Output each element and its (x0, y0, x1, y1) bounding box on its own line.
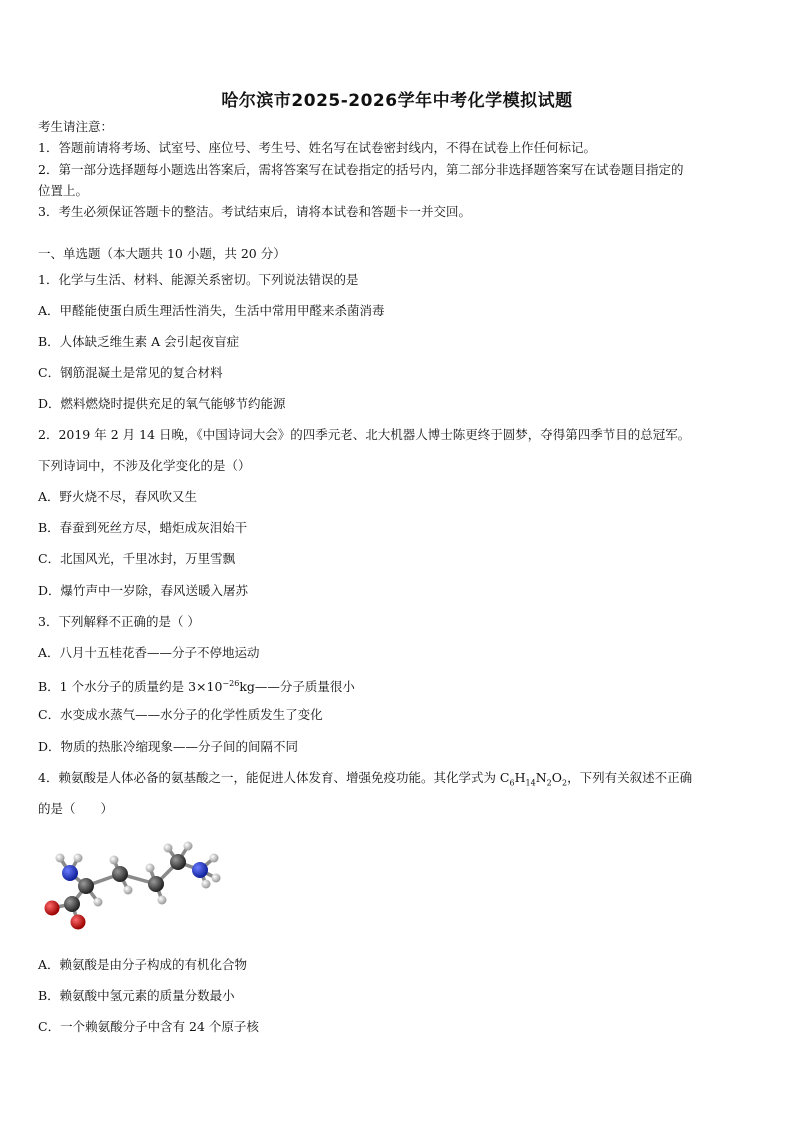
q3-option-a: A．八月十五桂花香——分子不停地运动 (38, 645, 260, 660)
q4-stem-text-end: ，下列有关叙述不正确 (567, 770, 693, 785)
q2-stem-line2: 下列诗词中，不涉及化学变化的是（） (38, 458, 251, 473)
q1-option-d: D．燃料燃烧时提供充足的氧气能够节约能源 (38, 396, 286, 411)
q4-stem-line1 (38, 770, 760, 792)
section-heading: 一、单选题（本大题共 10 小题，共 20 分） (38, 246, 286, 261)
q1-option-c: C．钢筋混凝土是常见的复合材料 (38, 365, 223, 380)
q2-option-b: B．春蚕到死丝方尽，蜡炬成灰泪始干 (38, 520, 248, 535)
q2-option-a: A．野火烧不尽，春风吹又生 (38, 489, 198, 504)
q4-formula-c-count: 6 (509, 778, 515, 788)
q3-option-c: C．水变成水蒸气——水分子的化学性质发生了变化 (38, 707, 323, 722)
lysine-molecule-model (38, 838, 228, 933)
q4-formula-n: N (535, 770, 547, 785)
q4-formula-o: O (551, 770, 562, 785)
q4-formula-h: H (514, 770, 526, 785)
q1-option-b: B．人体缺乏维生素 A 会引起夜盲症 (38, 334, 240, 349)
notice-item-1: 1．答题前请将考场、试室号、座位号、考生号、姓名写在试卷密封线内，不得在试卷上作任何标记。 (38, 140, 596, 155)
q4-formula-n-count: 2 (546, 778, 552, 788)
q3-option-b-exponent: −26 (222, 679, 240, 688)
q3-option-b (38, 676, 760, 695)
notice-item-2-cont: 位置上。 (38, 183, 89, 198)
q4-stem-text: 4．赖氨酸是人体必备的氨基酸之一，能促进人体发育、增强免疫功能。其化学式为 C (38, 770, 510, 785)
q4-formula-o-count: 2 (561, 778, 568, 788)
q3-stem: 3．下列解释不正确的是（ ） (38, 614, 200, 629)
q4-option-b: B．赖氨酸中氢元素的质量分数最小 (38, 988, 235, 1003)
q4-formula-h-count: 14 (525, 778, 536, 788)
q4-option-c: C．一个赖氨酸分子中含有 24 个原子核 (38, 1019, 259, 1034)
q3-option-b-text: B．1 个水分子的质量约是 3×10 (38, 679, 223, 695)
notice-heading: 考生请注意： (38, 119, 114, 134)
notice-item-2: 2．第一部分选择题每小题选出答案后，需将答案写在试卷指定的括号内，第二部分非选择题答案写在试卷题目指定的 (38, 162, 684, 177)
q4-stem-line2: 的是（ ） (38, 801, 114, 816)
q1-option-a: A．甲醛能使蛋白质生理活性消失，生活中常用甲醛来杀菌消毒 (38, 303, 385, 318)
notice-item-3: 3．考生必须保证答题卡的整洁。考试结束后，请将本试卷和答题卡一并交回。 (38, 204, 471, 219)
q2-stem-line1: 2．2019 年 2 月 14 日晚，《中国诗词大会》的四季元老、北大机器人博士陈更终于圆梦，夺得第四季节目的总冠军。 (38, 427, 691, 442)
q3-option-d: D．物质的热胀冷缩现象——分子间的间隔不同 (38, 739, 299, 754)
q1-stem: 1．化学与生活、材料、能源关系密切。下列说法错误的是 (38, 272, 359, 287)
q2-option-d: D．爆竹声中一岁除，春风送暖入屠苏 (38, 583, 249, 598)
q4-option-a: A．赖氨酸是由分子构成的有机化合物 (38, 957, 248, 972)
q2-option-c: C．北国风光，千里冰封，万里雪飘 (38, 551, 236, 566)
q3-option-b-unit: kg——分子质量很小 (239, 679, 355, 695)
page-title: 哈尔滨市2025-2026学年中考化学模拟试题 (221, 91, 573, 111)
